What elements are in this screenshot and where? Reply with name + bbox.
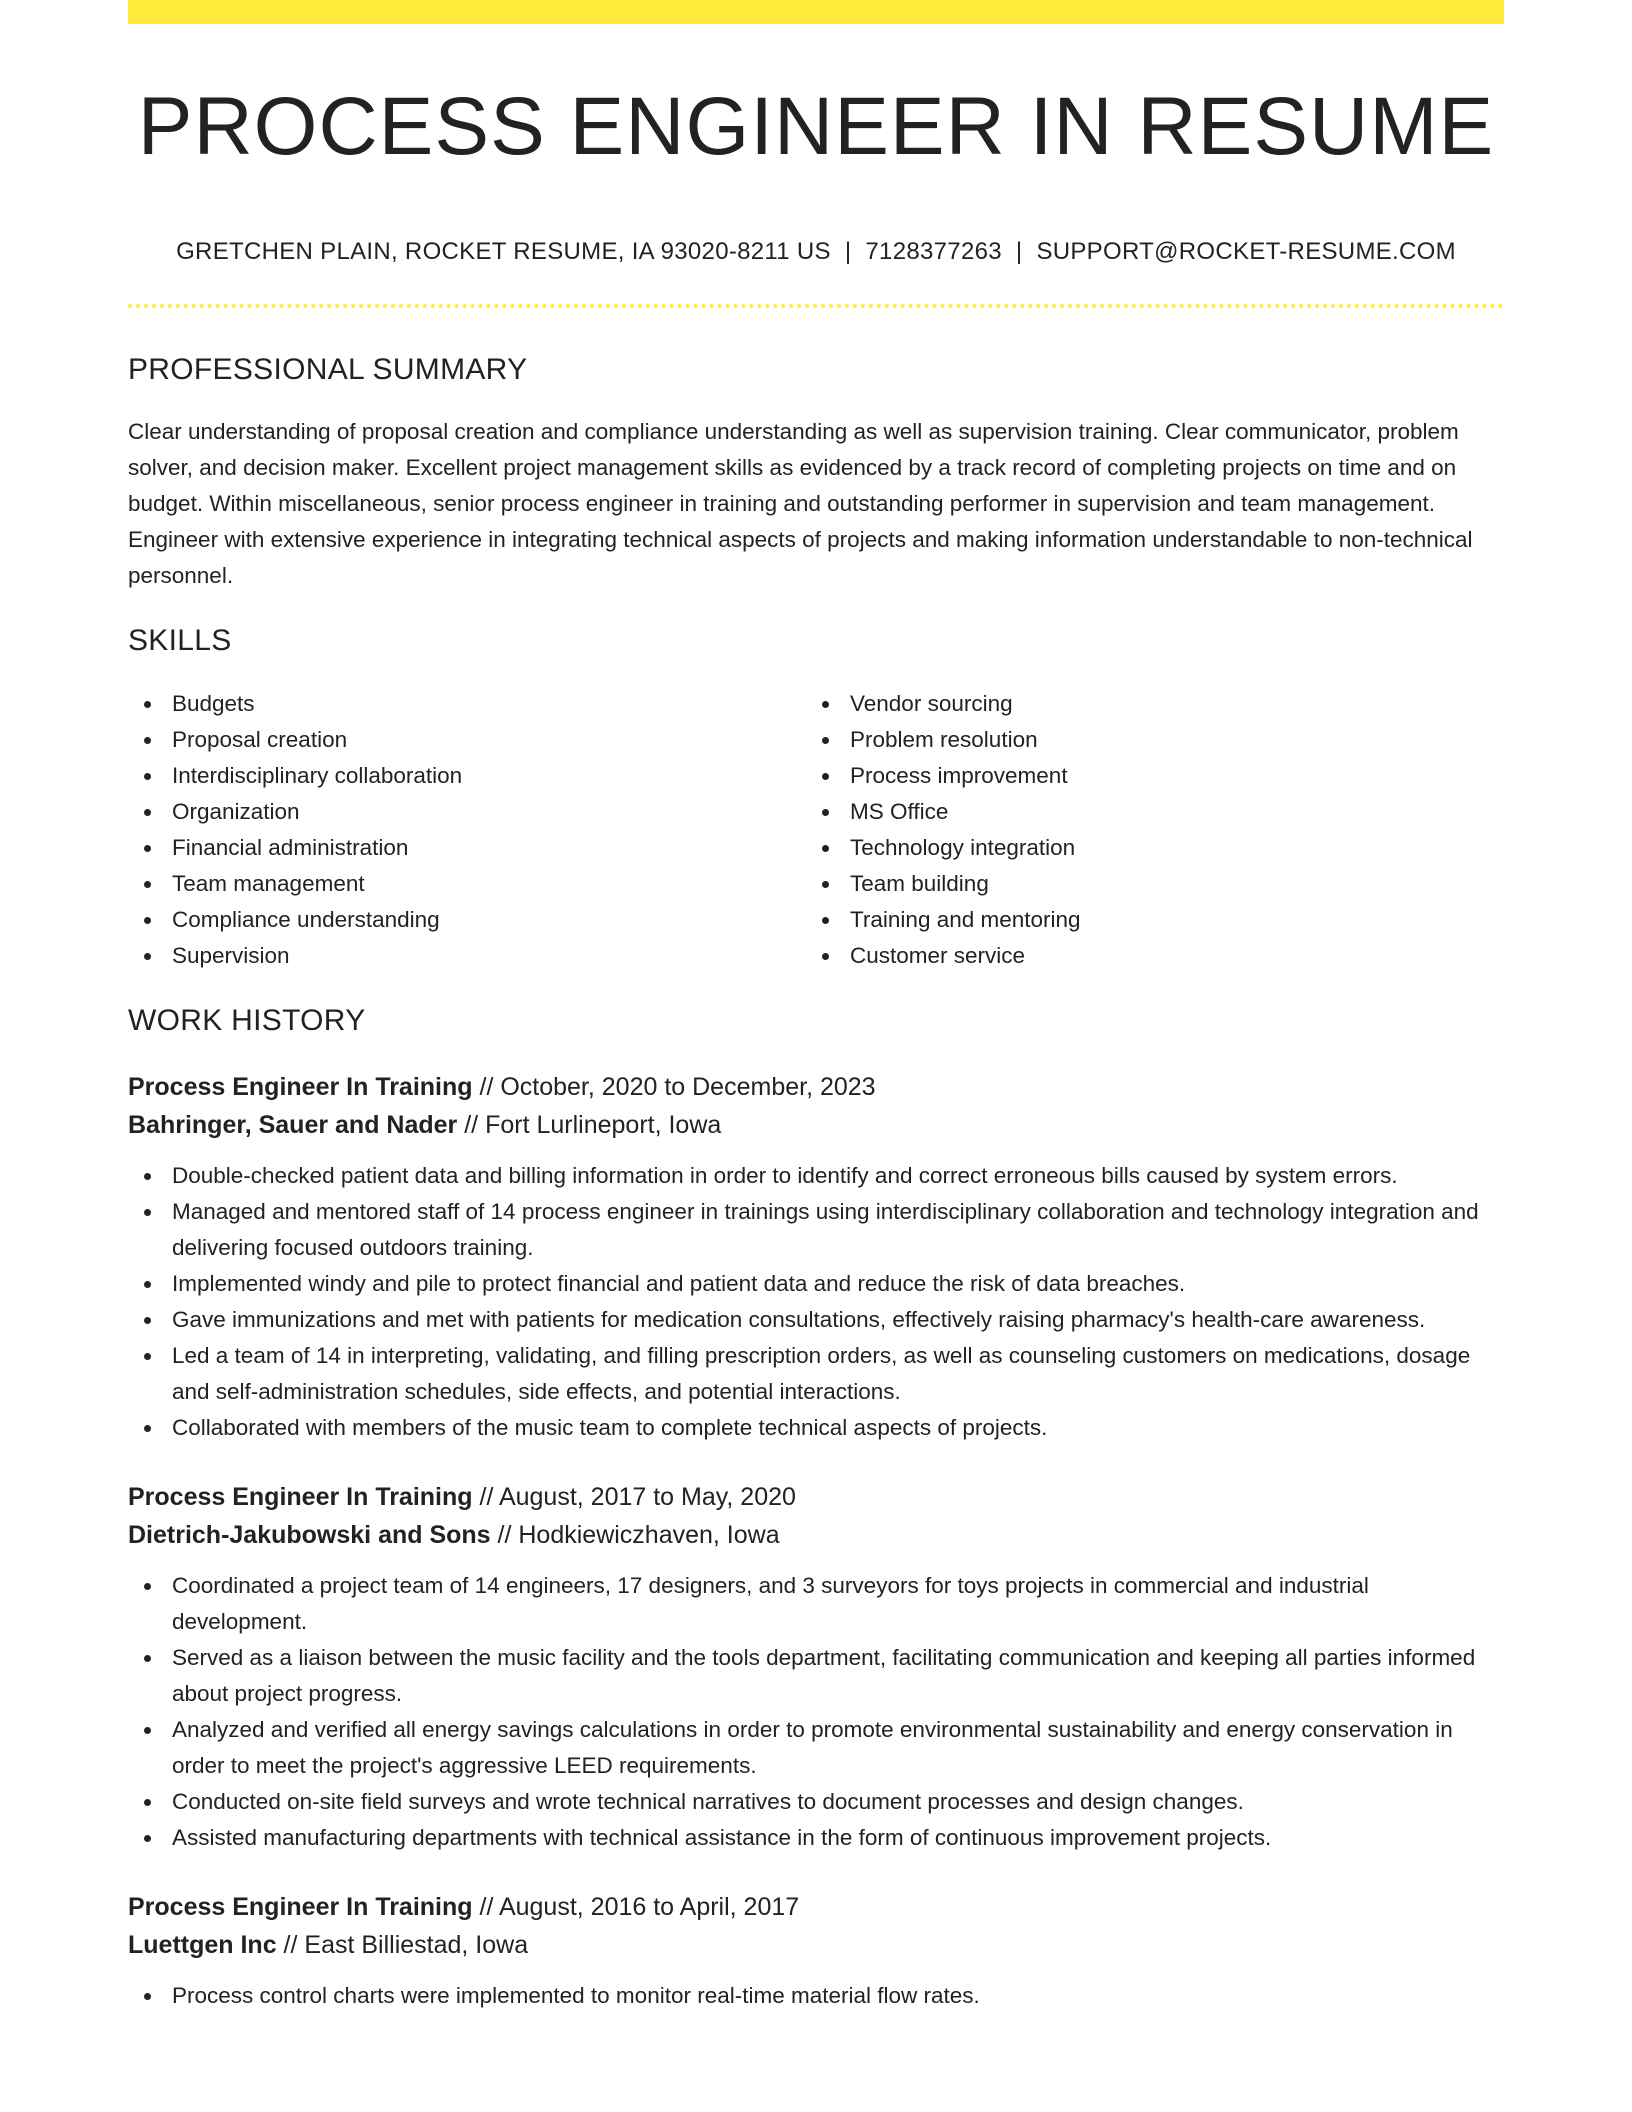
skill-item: Budgets	[128, 686, 806, 722]
skill-item: Process improvement	[806, 758, 1484, 794]
skill-item: Customer service	[806, 938, 1484, 974]
job-bullets	[128, 1978, 1504, 2014]
skill-item: Proposal creation	[128, 722, 806, 758]
job-location: // Fort Lurlineport, Iowa	[457, 1111, 722, 1139]
job-dates: // August, 2017 to May, 2020	[472, 1483, 796, 1511]
phone: 7128377263	[865, 238, 1002, 265]
separator: |	[844, 238, 852, 265]
job-bullet: Assisted manufacturing departments with technical assistance in the form of continuous improvement projects.	[128, 1820, 1504, 1856]
job-entry	[128, 1478, 1504, 1856]
job-bullet: Led a team of 14 in interpreting, validating, and filling prescription orders, as well as counseling customers on medications, dosage and self-administration schedules, side effects, and potential interactions.	[128, 1338, 1504, 1410]
job-bullets	[128, 1568, 1504, 1856]
job-company-line	[128, 1926, 1504, 1964]
dotted-divider	[128, 304, 1504, 308]
contact-line	[128, 238, 1504, 266]
job-title: Process Engineer In Training	[128, 1483, 473, 1511]
skill-item: Financial administration	[128, 830, 806, 866]
job-location: // East Billiestad, Iowa	[276, 1931, 529, 1959]
skills-list	[128, 686, 1504, 974]
job-dates: // August, 2016 to April, 2017	[472, 1893, 800, 1921]
job-title-line	[128, 1888, 1504, 1926]
skill-item: Organization	[128, 794, 806, 830]
page-title: PROCESS ENGINEER IN RESUME	[137, 81, 1495, 172]
skill-item: Training and mentoring	[806, 902, 1484, 938]
job-company: Dietrich-Jakubowski and Sons	[128, 1521, 491, 1549]
skill-item: Supervision	[128, 938, 806, 974]
job-company: Bahringer, Sauer and Nader	[128, 1111, 458, 1139]
job-bullet: Served as a liaison between the music facility and the tools department, facilitating communication and keeping all parties informed about project progress.	[128, 1640, 1504, 1712]
skills-heading: SKILLS	[128, 624, 232, 657]
job-bullets	[128, 1158, 1504, 1446]
summary-heading: PROFESSIONAL SUMMARY	[128, 353, 528, 386]
skills-column-left	[128, 686, 806, 974]
skill-item: Team management	[128, 866, 806, 902]
skill-item: Vendor sourcing	[806, 686, 1484, 722]
work-history-heading: WORK HISTORY	[128, 1004, 366, 1037]
job-bullet: Double-checked patient data and billing information in order to identify and correct erroneous bills caused by system errors.	[128, 1158, 1504, 1194]
skill-item: Team building	[806, 866, 1484, 902]
job-title: Process Engineer In Training	[128, 1073, 473, 1101]
job-bullet: Process control charts were implemented to monitor real-time material flow rates.	[128, 1978, 1504, 2014]
job-company-line	[128, 1106, 1504, 1144]
job-bullet: Collaborated with members of the music team to complete technical aspects of projects.	[128, 1410, 1504, 1446]
skill-item: Interdisciplinary collaboration	[128, 758, 806, 794]
job-entry	[128, 1068, 1504, 1446]
job-title-line	[128, 1068, 1504, 1106]
address: GRETCHEN PLAIN, ROCKET RESUME, IA 93020-8211 US	[176, 238, 831, 265]
accent-bar	[128, 0, 1504, 24]
job-bullet: Implemented windy and pile to protect financial and patient data and reduce the risk of data breaches.	[128, 1266, 1504, 1302]
summary-text: Clear understanding of proposal creation and compliance understanding as well as supervision training. Clear communicator, problem solver, and decision maker. Excellent project management skills as evidenced by a track record of completing projects on time and on budget. Within miscellaneous, senior process engineer in training and outstanding performer in supervision and team management. Engineer with extensive experience in integrating technical aspects of projects and making information understandable to non-technical personnel.	[128, 419, 1473, 588]
job-title: Process Engineer In Training	[128, 1893, 473, 1921]
job-bullet: Conducted on-site field surveys and wrote technical narratives to document processes and design changes.	[128, 1784, 1504, 1820]
job-dates: // October, 2020 to December, 2023	[472, 1073, 876, 1101]
job-bullet: Managed and mentored staff of 14 process engineer in trainings using interdisciplinary collaboration and technology integration and delivering focused outdoors training.	[128, 1194, 1504, 1266]
resume-page	[128, 0, 1504, 2014]
skill-item: Problem resolution	[806, 722, 1484, 758]
job-location: // Hodkiewiczhaven, Iowa	[490, 1521, 780, 1549]
skill-item: Compliance understanding	[128, 902, 806, 938]
job-title-line	[128, 1478, 1504, 1516]
skill-item: Technology integration	[806, 830, 1484, 866]
skill-item: MS Office	[806, 794, 1484, 830]
job-bullet: Gave immunizations and met with patients for medication consultations, effectively raising pharmacy's health-care awareness.	[128, 1302, 1504, 1338]
job-company: Luettgen Inc	[128, 1931, 277, 1959]
email: SUPPORT@ROCKET-RESUME.COM	[1036, 238, 1456, 265]
job-company-line	[128, 1516, 1504, 1554]
job-entry	[128, 1888, 1504, 2014]
separator: |	[1015, 238, 1023, 265]
job-bullet: Analyzed and verified all energy savings calculations in order to promote environmental sustainability and energy conservation in order to meet the project's aggressive LEED requirements.	[128, 1712, 1504, 1784]
job-bullet: Coordinated a project team of 14 engineers, 17 designers, and 3 surveyors for toys projects in commercial and industrial development.	[128, 1568, 1504, 1640]
skills-column-right	[806, 686, 1484, 974]
